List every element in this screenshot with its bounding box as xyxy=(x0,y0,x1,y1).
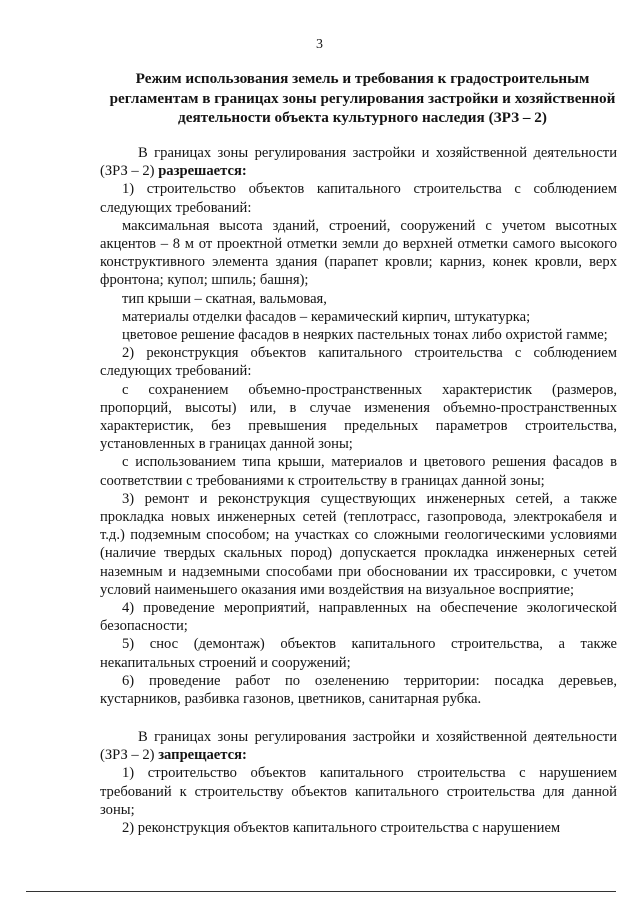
prohibited-lead-keyword: запрещается: xyxy=(158,747,247,764)
permitted-lead xyxy=(100,144,617,180)
paragraph: тип крыши – скатная, вальмовая, xyxy=(122,290,327,307)
paragraph: с использованием типа крыши, материалов и цветового решения фасадов в соответствии с требованиями к строительству в границах данной зоны; xyxy=(100,454,617,489)
paragraph: максимальная высота зданий, строений, сооружений с учетом высотных акцентов – 8 м от проектной отметки земли до верхней отметки самого высокого конструктивного элемента здания (парапет кровли; карниз, конек кровли, верх фронтона; купол; шпиль; башня); xyxy=(100,217,617,289)
page-number: 3 xyxy=(316,37,323,52)
prohibited-lead-text: В границах зоны регулирования застройки и хозяйственной деятельности (ЗРЗ – 2) xyxy=(100,729,617,764)
paragraph: 3) ремонт и реконструкция существующих инженерных сетей, а также прокладка новых инженерных сетей (теплотрасс, газопровода, электрокабеля и т.д.) подземным способом; на участках со сложными геологическими условиями (наличие твердых скальных пород) допускается прокладка инженерных сетей наземным и надземными способами при обосновании их трассировки, с учетом условий наименьшего оказания ими воздействия на визуальное восприятие; xyxy=(100,490,617,598)
paragraph: материалы отделки фасадов – керамический кирпич, штукатурка; xyxy=(122,308,531,325)
permitted-lead-keyword: разрешается: xyxy=(158,163,247,180)
paragraph: 1) строительство объектов капитального строительства с соблюдением следующих требований: xyxy=(100,181,617,216)
paragraph: 4) проведение мероприятий, направленных на обеспечение экологической безопасности; xyxy=(100,600,617,635)
section-title: Режим использования земель и требования к градостроительным регламентам в границах зоны регулирования застройки и хозяйственной деятельности объекта культурного наследия (ЗРЗ – 2) xyxy=(109,70,616,126)
prohibited-section xyxy=(100,728,617,837)
paragraph: 1) строительство объектов капитального строительства с нарушением требований к строительству объектов капитального строительства для данной зоны; xyxy=(100,765,617,818)
paragraph: 5) снос (демонтаж) объектов капитального строительства, а также некапитальных строений и сооружений; xyxy=(100,636,617,671)
prohibited-lead xyxy=(100,728,617,764)
paragraph: 6) проведение работ по озеленению территории: посадка деревьев, кустарников, разбивка газонов, цветников, санитарная рубка. xyxy=(100,672,617,708)
paragraph: цветовое решение фасадов в неярких пастельных тонах либо охристой гамме; xyxy=(122,327,608,344)
paragraph: 2) реконструкция объектов капитального строительства с нарушением xyxy=(122,820,561,837)
paragraph: 2) реконструкция объектов капитального строительства с соблюдением следующих требований: xyxy=(100,345,617,380)
permitted-section xyxy=(100,144,617,708)
permitted-lead-text: В границах зоны регулирования застройки и хозяйственной деятельности (ЗРЗ – 2) xyxy=(100,145,617,180)
paragraph: с сохранением объемно-пространственных характеристик (размеров, пропорций, высоты) или, в случае изменения объемно-пространственных характеристик, без превышения предельных параметров строительства, установленных в границах данной зоны; xyxy=(100,381,617,453)
page-bottom-rule xyxy=(26,891,616,892)
